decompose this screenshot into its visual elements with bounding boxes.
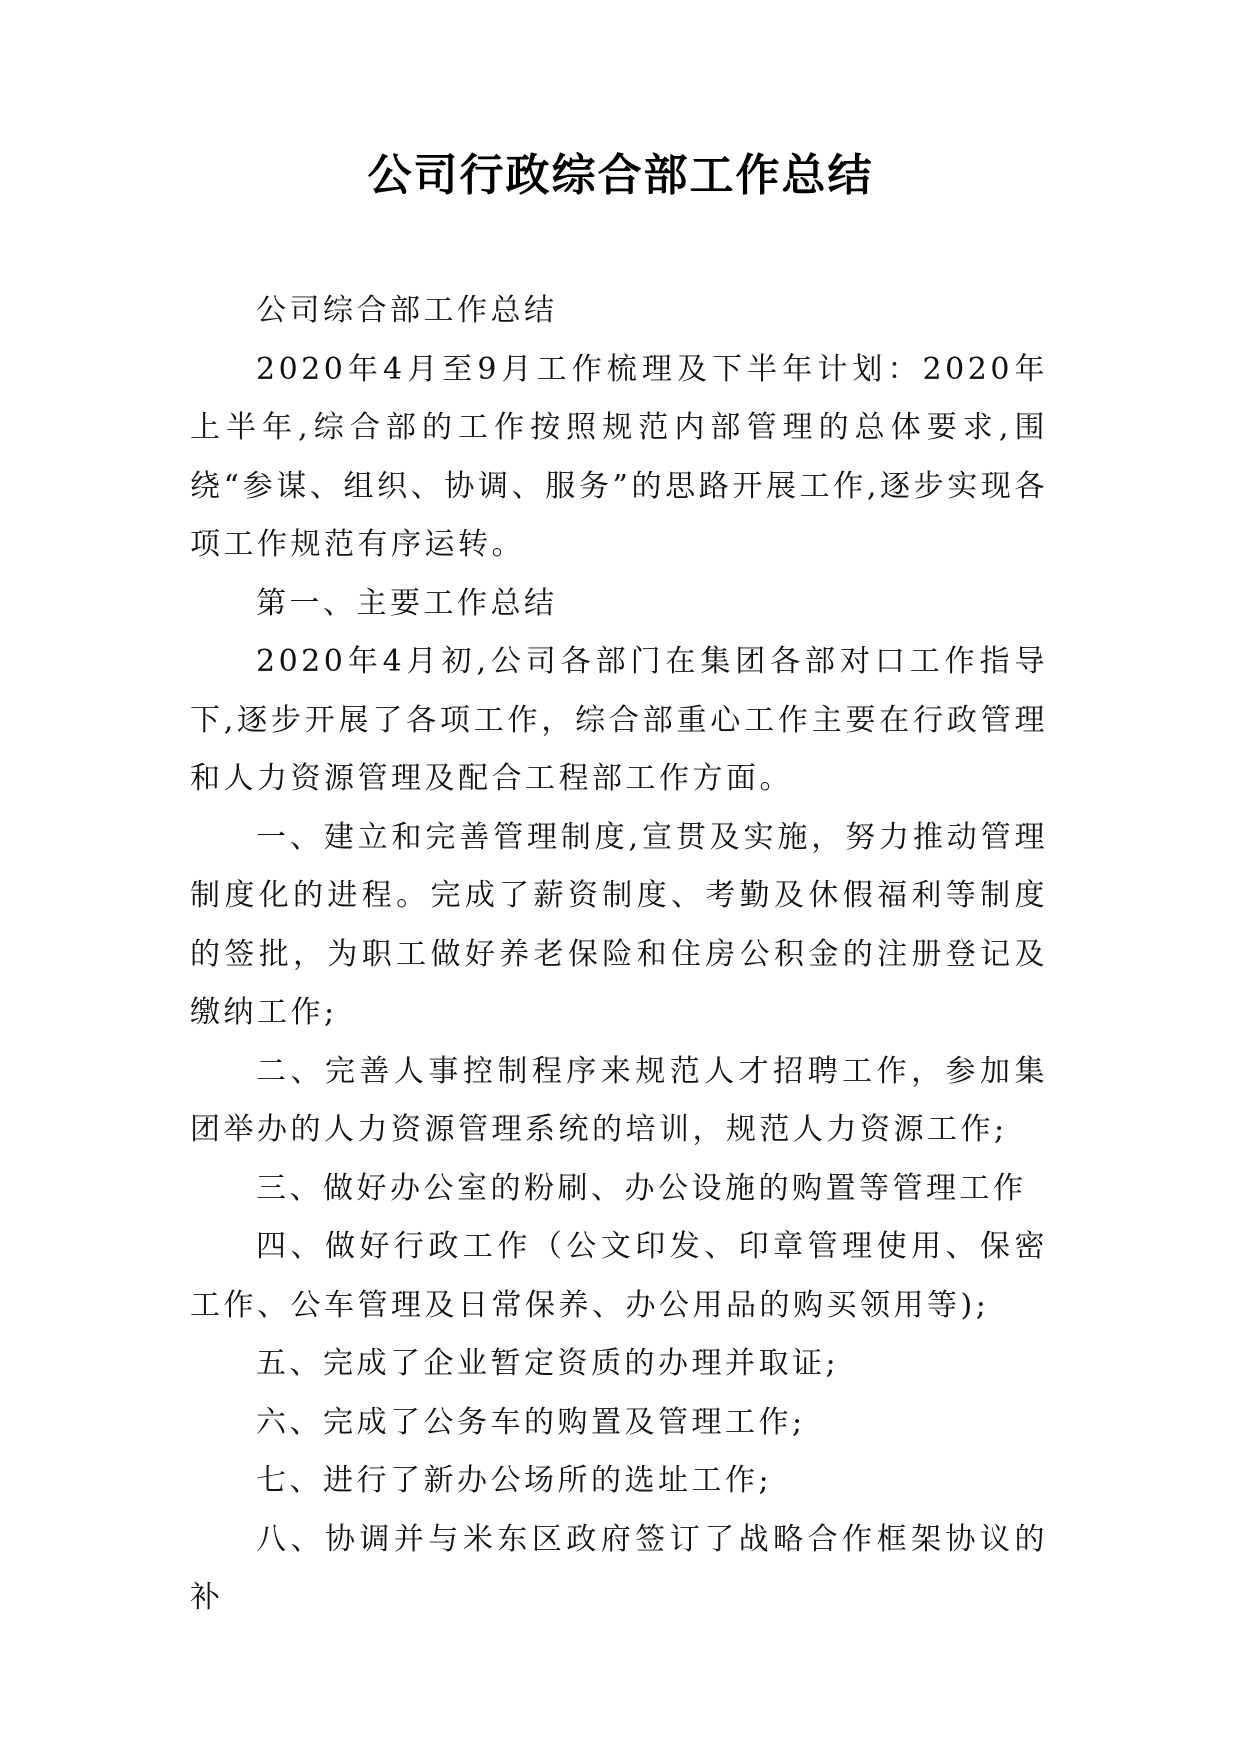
- list-item: 六、完成了公务车的购置及管理工作;: [256, 1404, 806, 1440]
- section-heading: 第一、主要工作总结: [256, 585, 558, 621]
- paragraph-heading: 公司综合部工作总结: [256, 293, 558, 328]
- list-item: 四、做好行政工作（公文印发、印章管理使用、保密工作、公车管理及日常保养、办公用品的购买领用等);: [190, 1229, 1048, 1323]
- list-item: 一、建立和完善管理制度,宣贯及实施，努力推动管理制度化的进程。完成了薪资制度、考勤及休假福利等制度的签批，为职工做好养老保险和住房公积金的注册登记及缴纳工作;: [190, 819, 1048, 1030]
- document-body: [190, 282, 1048, 1628]
- paragraph-intro: 2020年4月至9月工作梳理及下半年计划：2020年上半年,综合部的工作按照规范内部管理的总体要求,围绕“参谋、组织、协调、服务”的思路开展工作,逐步实现各项工作规范有序运转。: [190, 351, 1048, 562]
- list-item: 七、进行了新办公场所的选址工作;: [256, 1463, 773, 1498]
- list-item: 三、做好办公室的粉刷、办公设施的购置等管理工作: [256, 1170, 1027, 1206]
- list-item: 二、完善人事控制程序来规范人才招聘工作，参加集团举办的人力资源管理系统的培训，规范人力资源工作;: [190, 1053, 1048, 1147]
- list-item: 八、协调并与米东区政府签订了战略合作框架协议的补: [190, 1521, 1048, 1615]
- list-item: 五、完成了企业暂定资质的办理并取证;: [256, 1346, 840, 1381]
- document-title: 公司行政综合部工作总结: [367, 150, 874, 201]
- paragraph-overview: 2020年4月初,公司各部门在集团各部对口工作指导下,逐步开展了各项工作，综合部重心工作主要在行政管理和人力资源管理及配合工程部工作方面。: [190, 644, 1048, 796]
